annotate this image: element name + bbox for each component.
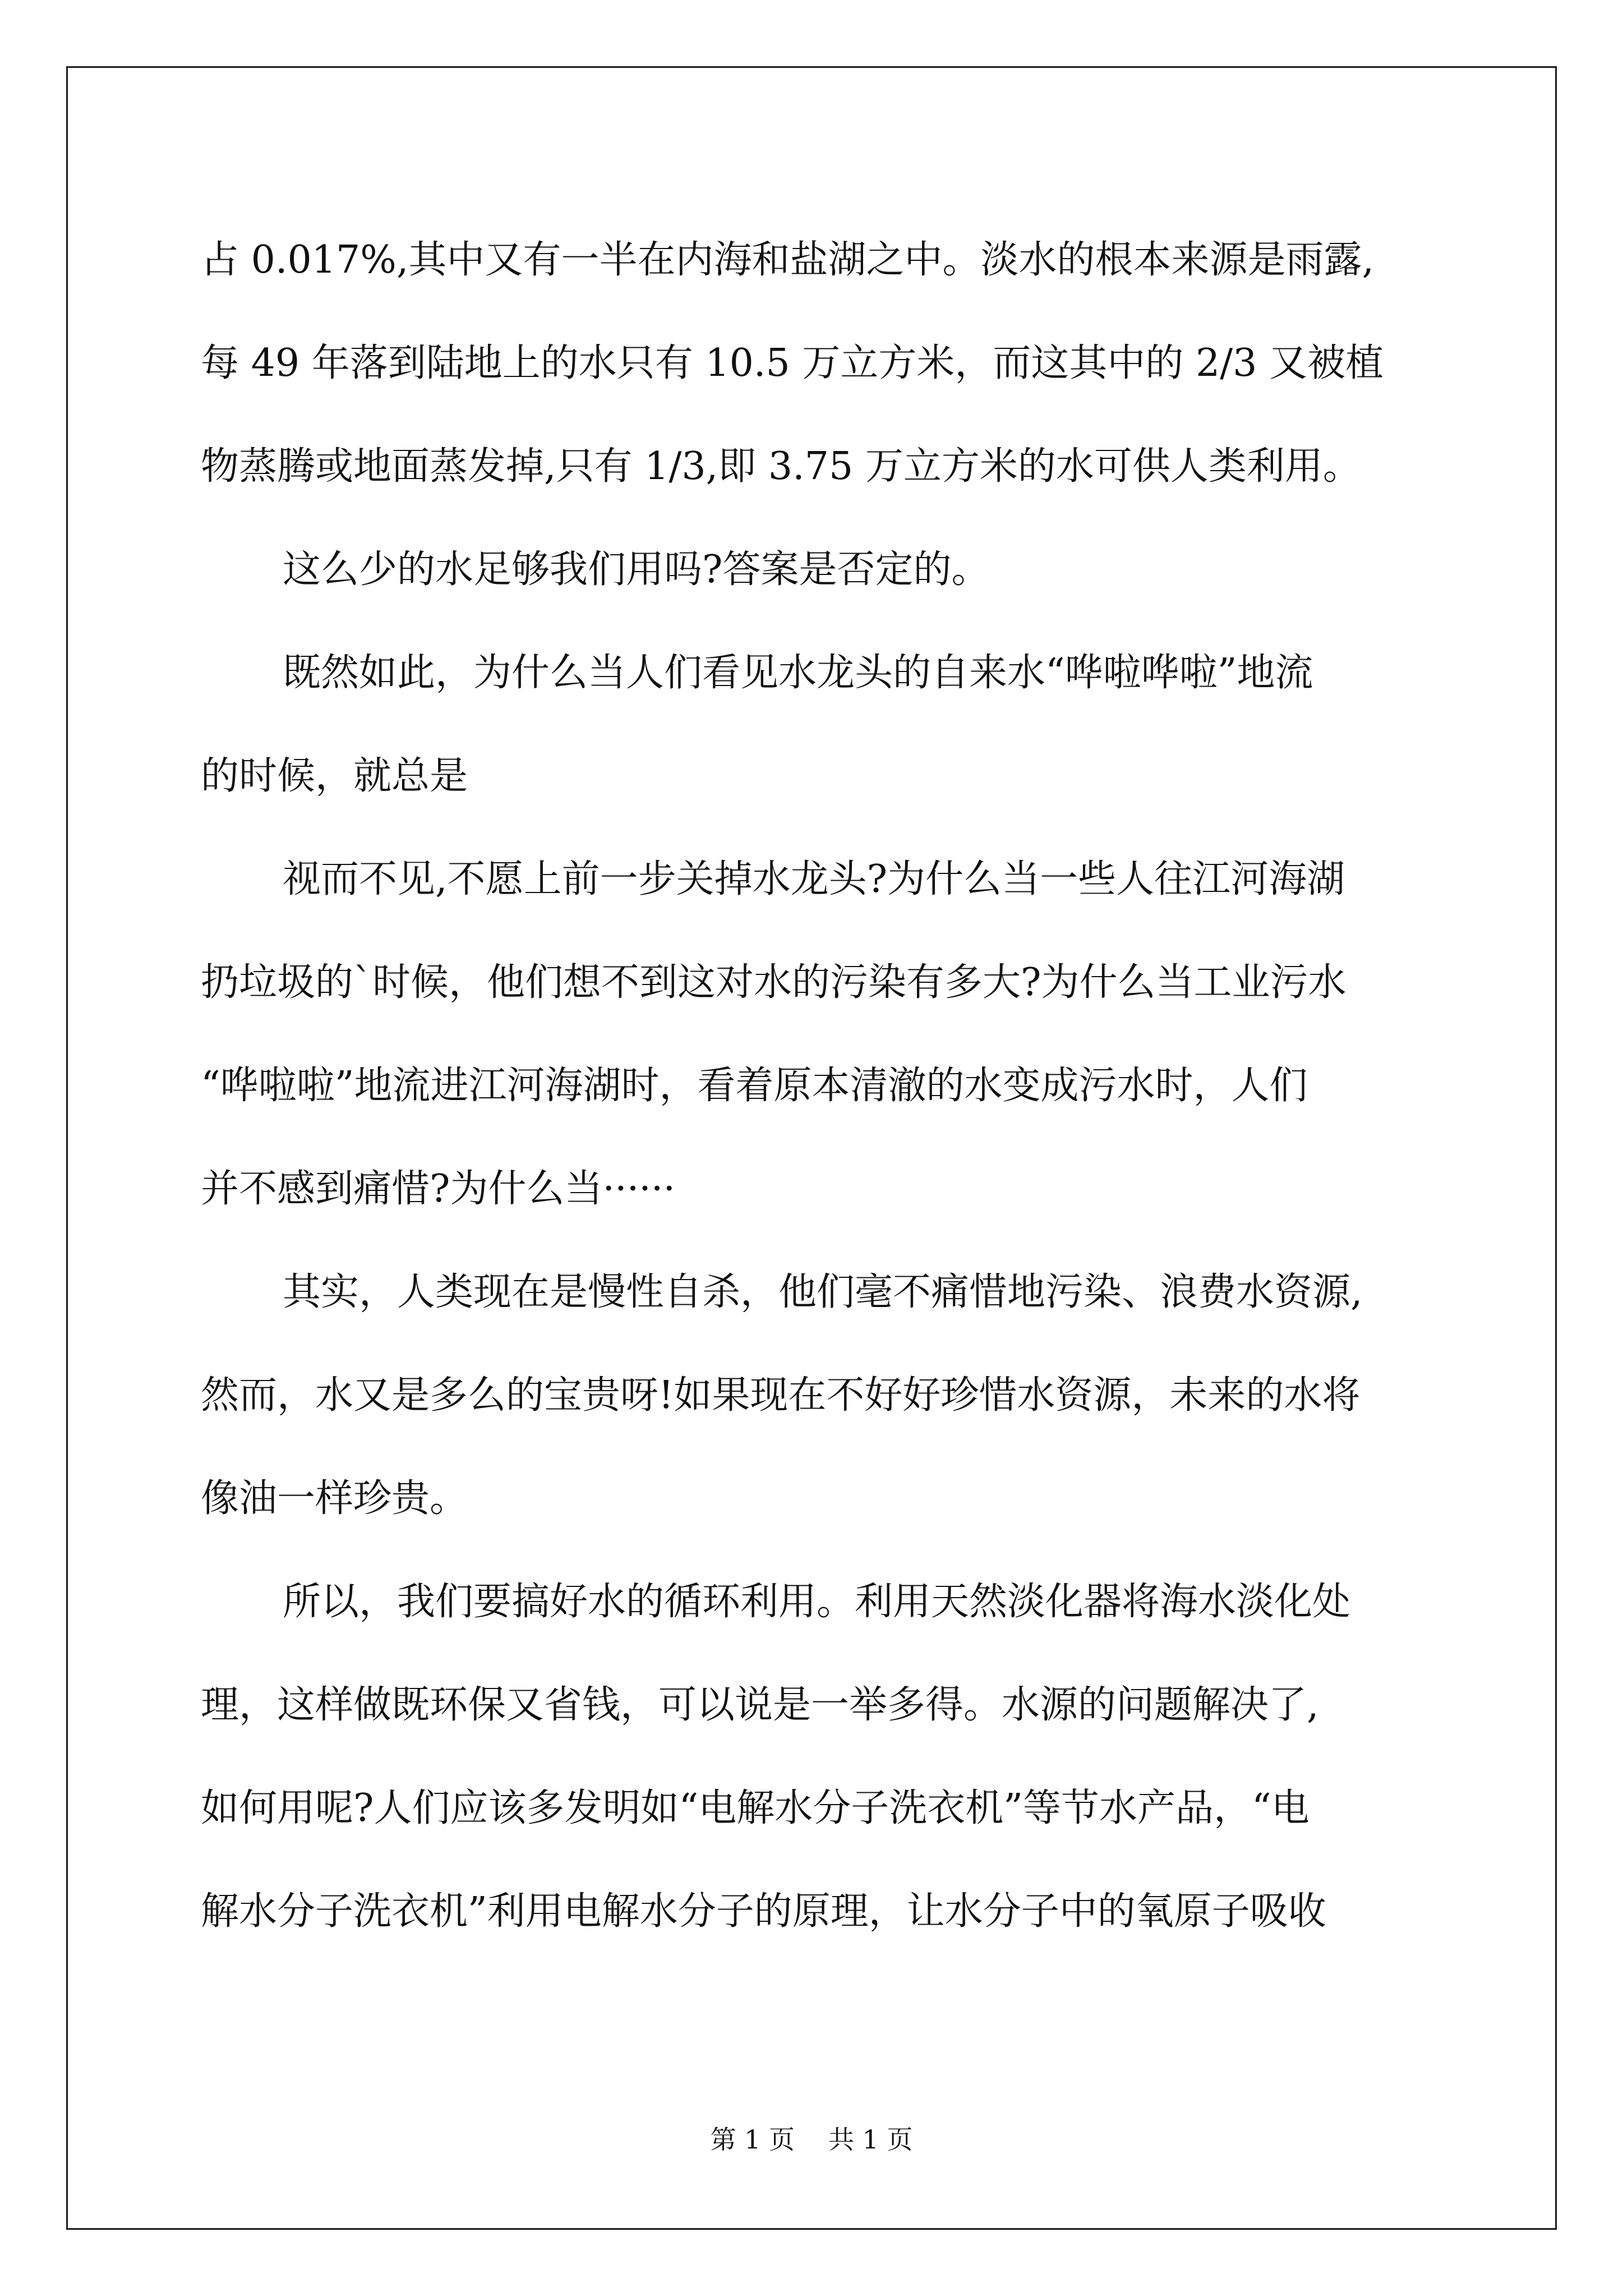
page-footer bbox=[0, 2119, 1623, 2156]
text-line-1: 占 0.017%,其中又有一半在内海和盐湖之中。淡水的根本来源是雨露, bbox=[201, 238, 1375, 282]
page-number-current: 第 1 页 bbox=[710, 2124, 795, 2155]
text-line-5: 既然如此，为什么当人们看见水龙头的自来水“哗啦哗啦”地流 bbox=[283, 651, 1313, 695]
text-line-8: 扔垃圾的`时候，他们想不到这对水的污染有多大?为什么当工业污水 bbox=[201, 960, 1347, 1005]
text-line-2: 每 49 年落到陆地上的水只有 10.5 万立方米，而这其中的 2/3 又被植 bbox=[201, 341, 1384, 385]
text-line-9: “哗啦啦”地流进江河海湖时，看着原本清澈的水变成污水时，人们 bbox=[201, 1064, 1308, 1108]
text-line-15: 理，这样做既环保又省钱，可以说是一举多得。水源的问题解决了, bbox=[201, 1683, 1319, 1727]
text-line-16: 如何用呢?人们应该多发明如“电解水分子洗衣机”等节水产品，“电 bbox=[201, 1786, 1310, 1830]
text-line-13: 像油一样珍贵。 bbox=[201, 1476, 468, 1521]
text-line-3: 物蒸腾或地面蒸发掉,只有 1/3,即 3.75 万立方米的水可供人类利用。 bbox=[201, 444, 1361, 489]
text-line-11: 其实，人类现在是慢性自杀，他们毫不痛惜地污染、浪费水资源, bbox=[283, 1270, 1363, 1314]
text-line-7: 视而不见,不愿上前一步关掉水龙头?为什么当一些人往江河海湖 bbox=[283, 857, 1345, 901]
text-line-6: 的时候，就总是 bbox=[201, 754, 468, 798]
text-line-17: 解水分子洗衣机”利用电解水分子的原理，让水分子中的氧原子吸收 bbox=[201, 1889, 1326, 1934]
text-line-14: 所以，我们要搞好水的循环利用。利用天然淡化器将海水淡化处 bbox=[283, 1580, 1351, 1624]
text-line-4: 这么少的水足够我们用吗?答案是否定的。 bbox=[283, 547, 990, 592]
page-number-total: 共 1 页 bbox=[828, 2124, 913, 2155]
text-line-12: 然而，水又是多么的宝贵呀!如果现在不好好珍惜水资源，未来的水将 bbox=[201, 1373, 1361, 1418]
text-line-10: 并不感到痛惜?为什么当······ bbox=[201, 1167, 676, 1211]
document-body bbox=[201, 209, 1435, 1963]
